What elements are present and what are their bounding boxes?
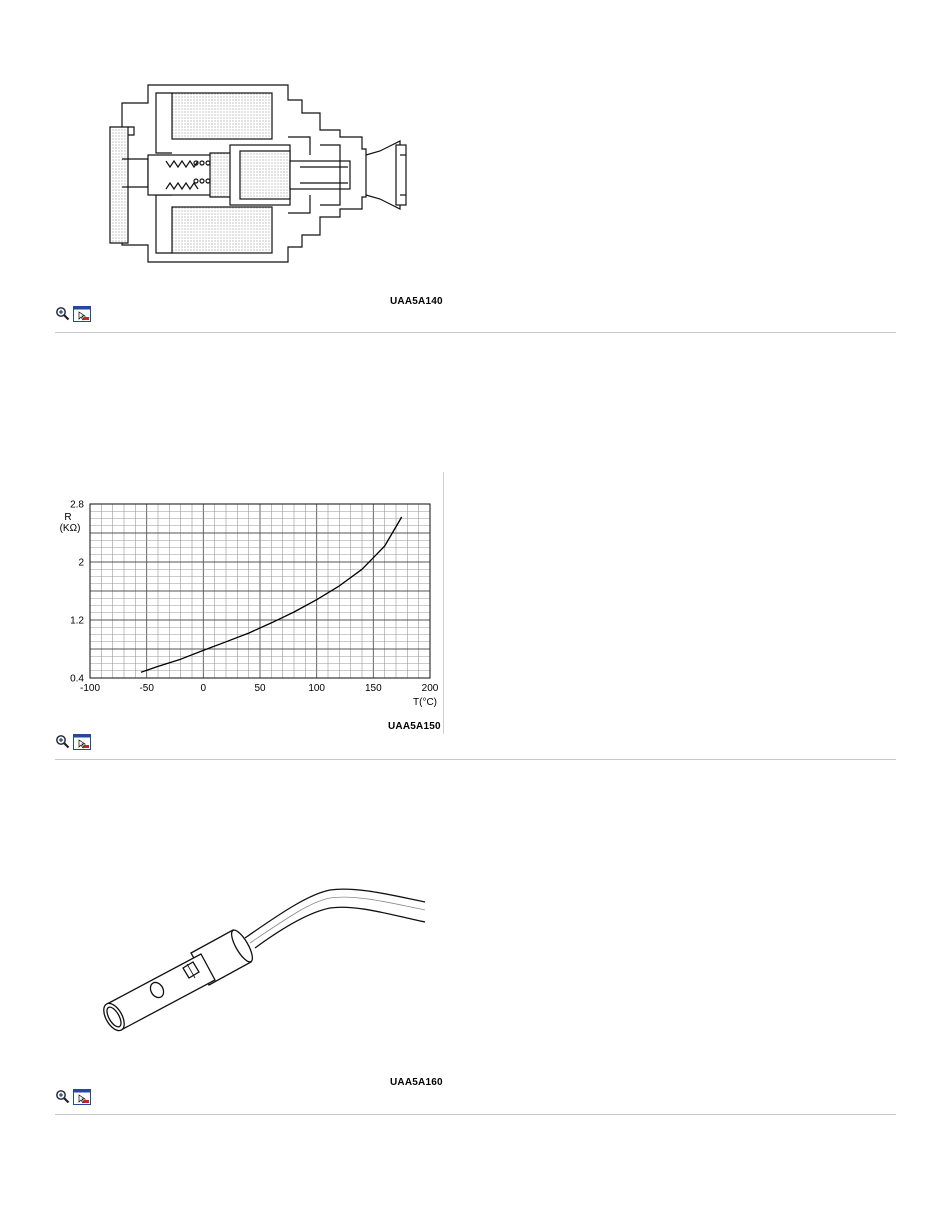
y-axis-label: R [64,512,72,523]
figure-caption: UAA5A140 [390,296,443,307]
sensor-tube-drawing [95,880,435,1040]
figure-caption: UAA5A150 [388,721,441,732]
section-divider [55,1114,896,1115]
magnify-zoom-icon[interactable] [55,734,70,749]
x-axis-label: T(°C) [413,697,437,708]
x-tick-label: 200 [421,683,439,694]
section-divider [55,332,896,333]
x-tick-label: 150 [364,683,382,694]
x-tick-label: 50 [254,683,266,694]
y-tick-label: 0.4 [70,673,84,685]
resistance-temperature-chart [52,492,442,714]
y-axis-label: (KΩ) [59,523,81,534]
open-window-icon[interactable] [73,306,91,322]
solenoid-valve-cross-section-drawing [100,75,415,270]
open-window-icon[interactable] [73,1089,91,1105]
y-tick-label: 1.2 [70,615,84,627]
figure-frame-edge [443,472,444,734]
x-tick-label: 100 [308,683,326,694]
magnify-zoom-icon[interactable] [55,306,70,321]
x-tick-label: -100 [79,683,101,694]
x-tick-label: 0 [200,683,207,694]
open-window-icon[interactable] [73,734,91,750]
magnify-zoom-icon[interactable] [55,1089,70,1104]
y-tick-label: 2 [78,557,84,569]
x-tick-label: -50 [139,683,154,694]
section-divider [55,759,896,760]
figure-caption: UAA5A160 [390,1077,443,1088]
y-tick-label: 2.8 [70,499,84,511]
